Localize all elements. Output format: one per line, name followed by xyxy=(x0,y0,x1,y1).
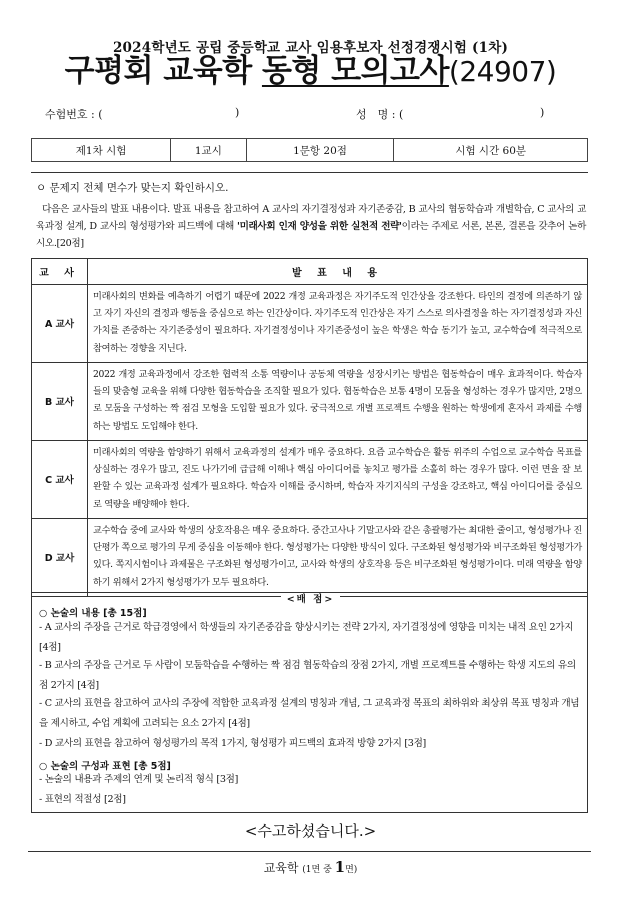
table-row xyxy=(32,518,588,596)
col-header-content: 발 표 내 용 xyxy=(88,259,588,285)
col-header-teacher: 교 사 xyxy=(32,259,88,285)
scoring-item: - A 교사의 주장을 근거로 학급경영에서 학생들의 자기존중감을 향상시키는 전략 2가지, 자기결정성에 영향을 미치는 내적 요인 2가지 [4점] xyxy=(39,622,574,653)
footer-page-open: (1면 중 xyxy=(302,865,335,875)
scoring-item: - C 교사의 표현을 참고하여 교사의 주장에 적합한 교육과정 설계의 명칭과 개념, 그 교육과정 목표의 최하위와 최상위 목표 명칭과 개념을 제시하고, 수업 계획에 고려되는 요소 2가지 [4점] xyxy=(39,698,580,729)
info-cell-questions: 1문항 20점 xyxy=(246,139,394,162)
divider-top xyxy=(31,172,588,173)
exam-header: 2024학년도 공립 중등학교 교사 임용후보자 선정경쟁시험 (1차) xyxy=(112,40,509,56)
footer-page-number: 1 xyxy=(334,858,346,876)
intro-text: 다음은 교사들의 발표 내용이다. 발표 내용을 참고하여 A 교사의 자기결정성과 자기존중감, B 교사의 협동학습과 개별학습, C 교사의 교육과정 설계, D 교사의 형성평가와 피드백에 대해 xyxy=(36,204,586,232)
table-row xyxy=(32,362,588,440)
info-cell-period: 1교시 xyxy=(171,139,246,162)
candidate-number-close: ) xyxy=(235,106,240,119)
candidate-name-close: ) xyxy=(540,106,545,119)
question-intro xyxy=(36,201,586,252)
scoring-item: - 논술의 내용과 주제의 연계 및 논리적 형식 [3점] xyxy=(39,774,239,785)
teacher-label: D 교사 xyxy=(32,518,88,596)
scoring-item: - 표현의 적절성 [2점] xyxy=(39,794,126,805)
info-cell-time: 시험 시간 60분 xyxy=(394,139,588,162)
title-prefix: 구평회 교육학 xyxy=(64,53,262,89)
title-underlined: 동형 모의고사 xyxy=(261,53,449,89)
scoring-item: - B 교사의 주장을 근거로 두 사람이 모둠학습을 수행하는 짝 점검 협동학습의 장점 2가지, 개별 프로젝트를 수행하는 학생 지도의 유의점 2가지 [4점] xyxy=(39,660,576,691)
scoring-section-content: ○ 논술의 내용 [총 15점] xyxy=(39,608,147,619)
candidate-name-label: 성 명 : ( xyxy=(356,108,404,121)
teacher-label: A 교사 xyxy=(32,285,88,363)
teacher-content: 교수학습 중에 교사와 학생의 상호작용은 매우 중요하다. 중간고사나 기말고사와 같은 총괄평가는 최대한 줄이고, 형성평가나 진단평가 쪽으로 평가의 무게 중심을 이동해야 한다. 형성평가는 다양한 방식이 있다. 구조화된 형성평가와 비구조화된 형성평가가 있다. 쪽지시험이나 과제물은 구조화된 형성평가이고, 교사와 학생의 상호작용 등은 비구조화된 형성평가이다. 미래 역량을 함양하기 위해서 2가지 형성평가가 모두 필요하다. xyxy=(88,518,588,596)
scoring-section-form: ○ 논술의 구성과 표현 [총 5점] xyxy=(39,761,171,772)
title-code: (24907) xyxy=(448,55,557,88)
presentation-table xyxy=(31,258,588,597)
candidate-number-label: 수험번호 : ( xyxy=(45,108,103,121)
scoring-item: - D 교사의 표현을 참고하여 형성평가의 목적 1가지, 형성평가 피드백의 효과적 방향 2가지 [3점] xyxy=(39,738,426,749)
page-count-note: ㅇ 문제지 전체 면수가 맞는지 확인하시오. xyxy=(36,182,229,194)
footer-page-close: 면) xyxy=(345,865,358,875)
table-row xyxy=(32,440,588,518)
exam-info-table xyxy=(31,138,588,162)
teacher-content: 미래사회의 역량을 함양하기 위해서 교육과정의 설계가 매우 중요하다. 요즘 교수학습은 활동 위주의 수업으로 교수학습 목표를 상실하는 경우가 많고, 진도 나가기에 급급해 이해나 핵심 아이디어를 놓치고 평가를 소홀히 하는 경우가 많다. 이런 면을 잘 보완할 수 있는 교육과정 설계가 필요하다. 학습자 이해를 중시하며, 학습자 자기지식의 구성을 강조하고, 핵심 아이디어를 중심으로 역량을 배양해야 한다. xyxy=(88,440,588,518)
closing-message: <수고하셨습니다.> xyxy=(244,822,377,840)
page-footer xyxy=(0,858,621,876)
scoring-title: <배 점> xyxy=(281,594,341,605)
scoring-box xyxy=(31,592,588,813)
divider-bottom xyxy=(28,851,591,852)
page-title xyxy=(0,52,621,91)
intro-theme: '미래사회 인재 양성을 위한 실천적 전략' xyxy=(236,221,402,232)
info-cell-exam: 제1차 시험 xyxy=(32,139,171,162)
table-row xyxy=(32,285,588,363)
intro-text-end: 이라는 주제로 서론, 본론, 결론을 갖추어 논하시오.[20점] xyxy=(36,221,586,249)
teacher-label: B 교사 xyxy=(32,362,88,440)
teacher-content: 2022 개정 교육과정에서 강조한 협력적 소통 역량이나 공동체 역량을 성장시키는 방법은 협동학습이 매우 효과적이다. 학습자들의 맞춤형 교육을 위해 다양한 협동학습을 조직할 필요가 있다. 협동학습은 보통 4명이 모둠을 형성하는 경우가 많지만, 2명으로 모둠을 구성하는 짝 점검 모형을 도입할 필요가 있다. 궁극적으로 개별 프로젝트 수행을 원하는 학생에게 혼자서 과제를 수행하는 방법도 도입해야 한다. xyxy=(88,362,588,440)
footer-subject: 교육학 xyxy=(263,861,299,875)
teacher-content: 미래사회의 변화를 예측하기 어렵기 때문에 2022 개정 교육과정은 자기주도적 인간상을 강조한다. 타인의 결정에 의존하기 않고 자기 자신의 결정과 행동을 중심으로 하는 인간상이다. 자기주도적 인간상은 자기 스스로 의사결정을 하는 자기결정성과 자신 가치를 존중하는 자기존중성이 필요하다. 자기결정성이나 자기존중성이 높은 학생은 학습 동기가 높고, 교수학습에 적극적으로 참여하는 경향을 지닌다. xyxy=(88,285,588,363)
teacher-label: C 교사 xyxy=(32,440,88,518)
